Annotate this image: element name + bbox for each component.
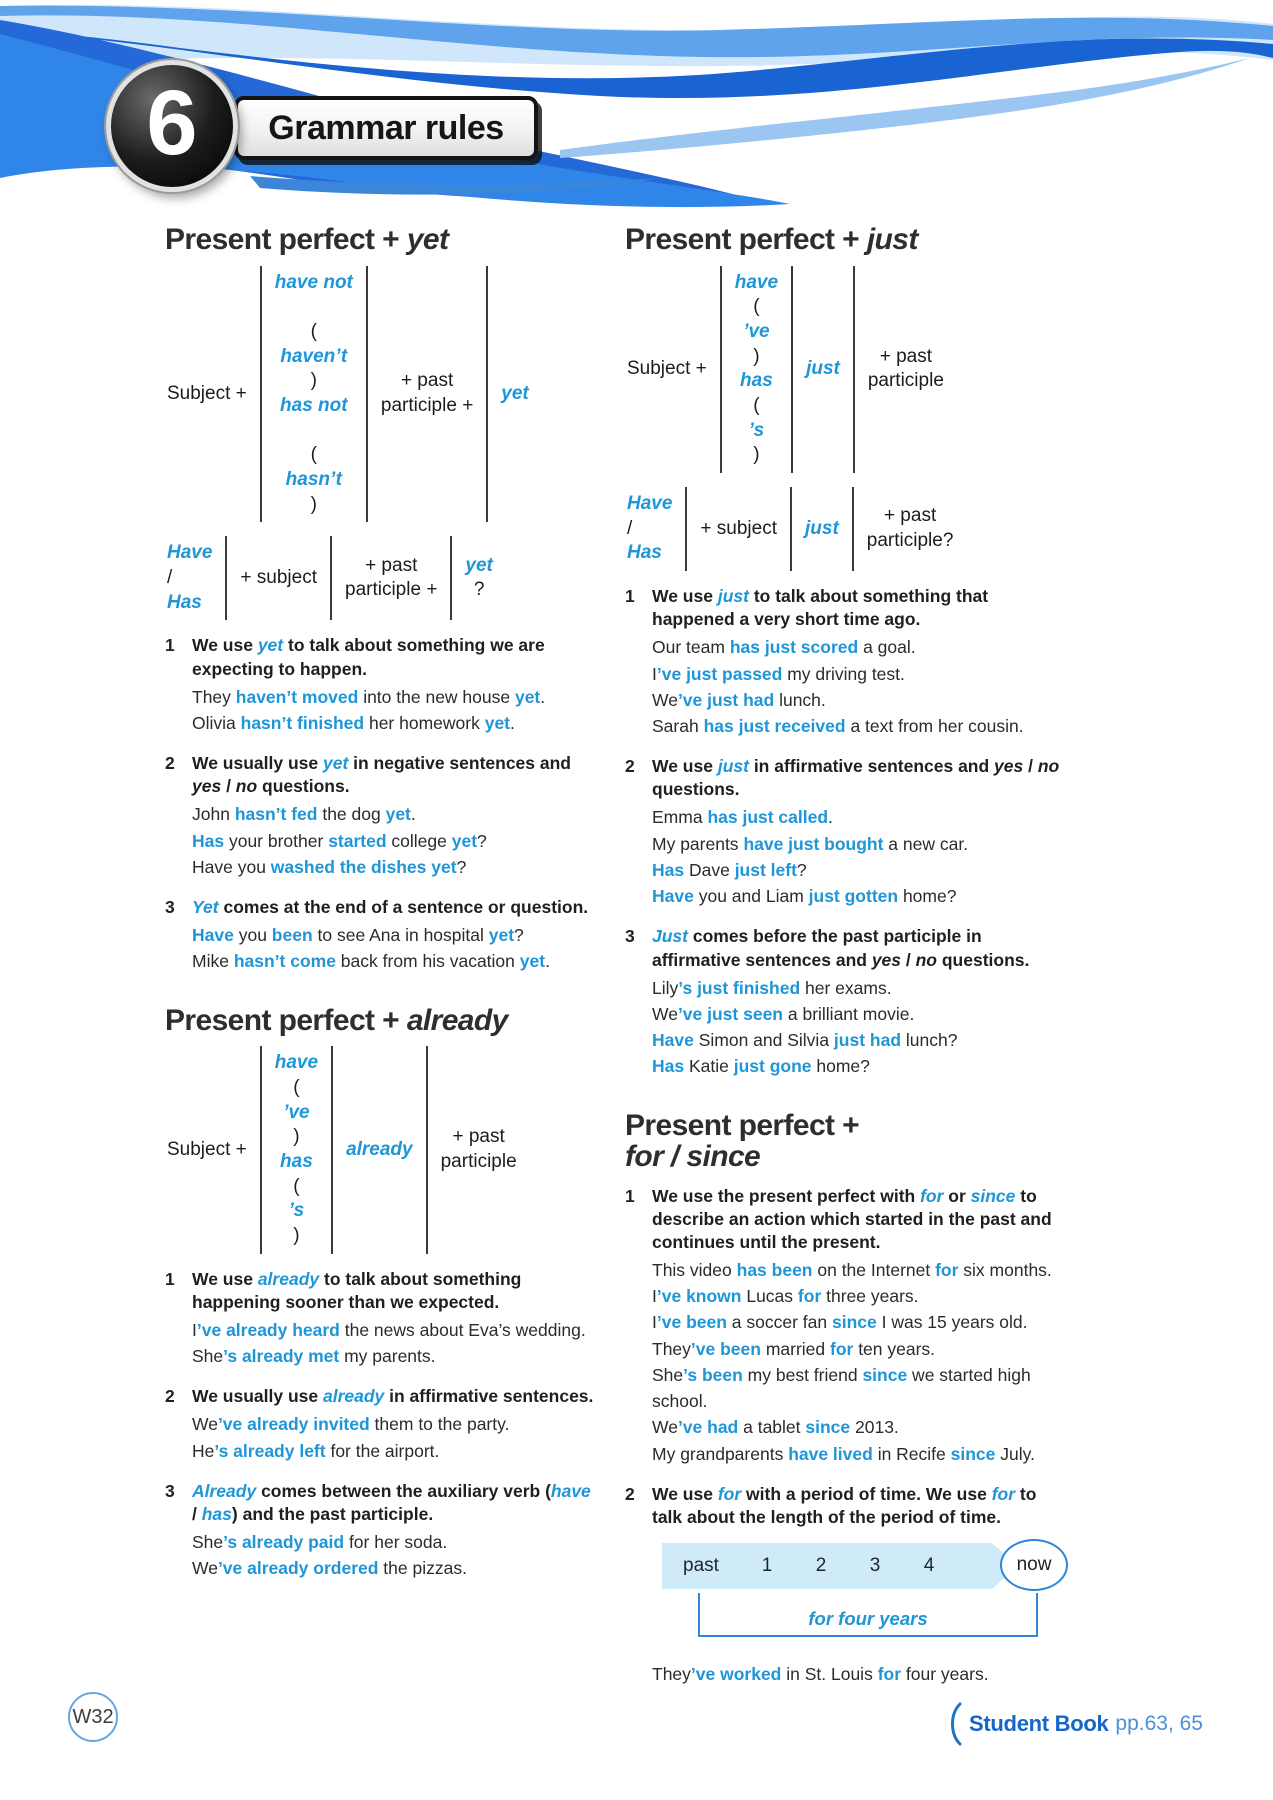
- formula-row: [625, 487, 1070, 571]
- rule-number: 2: [625, 756, 635, 777]
- formula-cell: have ( ’ve ) has ( ’s ): [260, 1046, 331, 1254]
- rule-text: Already comes between the auxiliary verb (have / has) and the past participle.: [192, 1480, 591, 1525]
- formula-cell: + subject: [685, 487, 790, 571]
- rule-text: Just comes before the past participle in affirmative sentences and yes / no questions.: [652, 926, 1030, 970]
- example-sentence: They’ve worked in St. Louis for four years.: [652, 1664, 989, 1685]
- grammar-rule: [165, 1385, 597, 1464]
- rule-body: [652, 585, 1070, 739]
- grammar-rule: [625, 925, 1070, 1079]
- example-sentence: We’ve already ordered the pizzas.: [192, 1558, 467, 1579]
- rule-number: 2: [165, 753, 175, 774]
- formula-cell: Have / Has: [627, 493, 673, 564]
- timeline-year-label: 2: [815, 1555, 827, 1577]
- formula-row: [165, 266, 597, 523]
- timeline-year-label: 4: [923, 1555, 935, 1577]
- rule-number: 1: [165, 1268, 175, 1289]
- example-sentence: Our team has just scored a goal.: [652, 637, 916, 658]
- formula-row: [165, 536, 597, 620]
- unit-number-badge: [106, 60, 238, 192]
- page-number: W32: [72, 1705, 114, 1728]
- example-sentence: I’ve already heard the news about Eva’s wedding.: [192, 1319, 586, 1340]
- rule-text: We usually use already in affirmative sentences.: [192, 1386, 594, 1407]
- rule-number: 1: [625, 1185, 635, 1206]
- formula-cell: just: [790, 487, 852, 571]
- rule-body: [192, 1480, 597, 1582]
- grammar-rule: [165, 634, 597, 736]
- timeline-now-label: now: [1000, 1539, 1068, 1591]
- grammar-rule: [625, 755, 1070, 909]
- grammar-rule: [165, 1268, 597, 1370]
- formula-cell: Subject +: [627, 357, 707, 379]
- section-present-perfect-just: [625, 224, 1070, 1080]
- formula-cell: + past participle: [853, 266, 957, 474]
- formula-cell: + past participle: [426, 1046, 530, 1254]
- rule-number: 3: [165, 897, 175, 918]
- section-title: Present perfect + already: [165, 1003, 508, 1037]
- example-sentence: We’ve just had lunch.: [652, 689, 826, 710]
- rule-body: [192, 752, 597, 880]
- grammar-rule: [625, 585, 1070, 739]
- student-book-label: Student Book: [969, 1711, 1109, 1736]
- timeline-year-label: 3: [869, 1555, 881, 1577]
- grammar-rule: [625, 1483, 1070, 1687]
- grammar-rule: [165, 752, 597, 880]
- rule-text: We use for with a period of time. We use for to talk about the length of the period of time.: [652, 1483, 1037, 1527]
- rule-number: 1: [165, 635, 175, 656]
- formula-cell: Subject +: [167, 1138, 247, 1160]
- example-sentence: I’ve been a soccer fan since I was 15 years old.: [652, 1312, 1028, 1333]
- example-sentence: They haven’t moved into the new house yet.: [192, 686, 546, 707]
- rule-body: [192, 896, 597, 975]
- rule-body: [652, 1483, 1070, 1687]
- timeline-caption: for four years: [808, 1608, 928, 1630]
- section-present-perfect-yet: [165, 224, 597, 975]
- example-sentence: I’ve just passed my driving test.: [652, 663, 905, 684]
- student-book-reference: [946, 1702, 1203, 1746]
- section-title: Present perfect + just: [625, 223, 918, 256]
- example-sentence: Has your brother started college yet?: [192, 830, 487, 851]
- rule-number: 3: [165, 1480, 175, 1501]
- example-sentence: Have you washed the dishes yet?: [192, 856, 467, 877]
- rule-body: [652, 1185, 1070, 1467]
- left-column: [165, 216, 597, 1717]
- example-sentence: This video has been on the Internet for six months.: [652, 1259, 1052, 1280]
- example-sentence: She’s been my best friend since we started high school.: [652, 1364, 1031, 1412]
- example-sentence: Emma has just called.: [652, 807, 833, 828]
- section-present-perfect-for-since: [625, 1110, 1070, 1688]
- rule-number: 2: [625, 1483, 635, 1504]
- formula-cell: yet ?: [450, 536, 505, 620]
- timeline-bracket: [698, 1593, 1038, 1637]
- formula-cell: Have / Has: [167, 542, 213, 613]
- example-sentence: My parents have just bought a new car.: [652, 833, 969, 854]
- page-header: [0, 0, 1273, 240]
- formula-cell: + subject: [225, 536, 330, 620]
- rule-number: 3: [625, 926, 635, 947]
- rule-text: We use just in affirmative sentences and yes / no questions.: [652, 756, 1060, 800]
- rule-text: Yet comes at the end of a sentence or question.: [192, 897, 589, 918]
- example-sentence: He’s already left for the airport.: [192, 1440, 440, 1461]
- example-sentence: We’ve had a tablet since 2013.: [652, 1417, 899, 1438]
- formula-cell: have not ( haven’t ) has not ( hasn’t ): [260, 266, 366, 523]
- content-columns: [165, 216, 1070, 1717]
- page-title-plate: [234, 96, 538, 160]
- formula-cell: + past participle?: [852, 487, 967, 571]
- example-sentence: Have you and Liam just gotten home?: [652, 886, 957, 907]
- example-sentence: We’ve already invited them to the party.: [192, 1414, 510, 1435]
- example-sentence: Have Simon and Silvia just had lunch?: [652, 1030, 958, 1051]
- example-sentence: Lily’s just finished her exams.: [652, 977, 892, 998]
- right-column: [625, 216, 1070, 1717]
- timeline-year-label: 1: [761, 1555, 773, 1577]
- example-sentence: She’s already paid for her soda.: [192, 1532, 448, 1553]
- rule-number: 1: [625, 586, 635, 607]
- formula-row: [625, 266, 1070, 474]
- rule-text: We usually use yet in negative sentences and yes / no questions.: [192, 753, 571, 797]
- formula-cell: + past participle +: [366, 266, 486, 523]
- page-title: Grammar rules: [268, 108, 504, 147]
- section-title: Present perfect + yet: [165, 223, 449, 256]
- rule-text: We use just to talk about something that happened a very short time ago.: [652, 586, 989, 630]
- formula-cell: just: [791, 266, 853, 474]
- page-number-badge: [68, 1692, 118, 1742]
- rule-body: [652, 925, 1070, 1079]
- example-sentence: She’s already met my parents.: [192, 1346, 436, 1367]
- example-sentence: Sarah has just received a text from her cousin.: [652, 716, 1024, 736]
- timeline-band: [662, 1543, 992, 1589]
- example-sentence: My grandparents have lived in Recife since July.: [652, 1443, 1035, 1464]
- example-sentence: I’ve known Lucas for three years.: [652, 1286, 919, 1307]
- example-sentence: Has Katie just gone home?: [652, 1056, 870, 1077]
- rule-body: [652, 755, 1070, 909]
- example-sentence: John hasn’t fed the dog yet.: [192, 804, 416, 825]
- grammar-rule: [625, 1185, 1070, 1467]
- example-sentence: Have you been to see Ana in hospital yet?: [192, 925, 524, 946]
- formula-cell: yet: [486, 266, 541, 523]
- example-sentence: They’ve been married for ten years.: [652, 1338, 936, 1359]
- timeline-past-label: past: [683, 1555, 719, 1577]
- grammar-rule: [165, 896, 597, 975]
- rule-body: [192, 1268, 597, 1370]
- formula-cell: + past participle +: [330, 536, 450, 620]
- grammar-rule: [165, 1480, 597, 1582]
- example-sentence: Has Dave just left?: [652, 859, 807, 880]
- example-sentence: Olivia hasn’t finished her homework yet.: [192, 712, 515, 733]
- timeline-diagram: [654, 1543, 1068, 1655]
- student-book-pages: pp.63, 65: [1115, 1712, 1203, 1735]
- student-book-bracket-icon: [946, 1702, 962, 1746]
- rule-body: [192, 1385, 597, 1464]
- rule-body: [192, 634, 597, 736]
- section-present-perfect-already: [165, 1005, 597, 1582]
- formula-cell: Subject +: [167, 382, 247, 404]
- example-sentence: Mike hasn’t come back from his vacation yet.: [192, 951, 550, 972]
- example-sentence: We’ve just seen a brilliant movie.: [652, 1003, 915, 1024]
- rule-number: 2: [165, 1386, 175, 1407]
- formula-cell: have ( ’ve ) has ( ’s ): [720, 266, 791, 474]
- rule-text: We use already to talk about something happening sooner than we expected.: [192, 1268, 522, 1312]
- rule-text: We use the present perfect with for or since to describe an action which started in the past and continues until the present.: [652, 1185, 1052, 1252]
- unit-number: 6: [146, 72, 198, 174]
- formula-row: [165, 1046, 597, 1254]
- formula-cell: already: [331, 1046, 426, 1254]
- rule-text: We use yet to talk about something we are expecting to happen.: [192, 635, 545, 679]
- section-title: Present perfect + for / since: [625, 1108, 860, 1174]
